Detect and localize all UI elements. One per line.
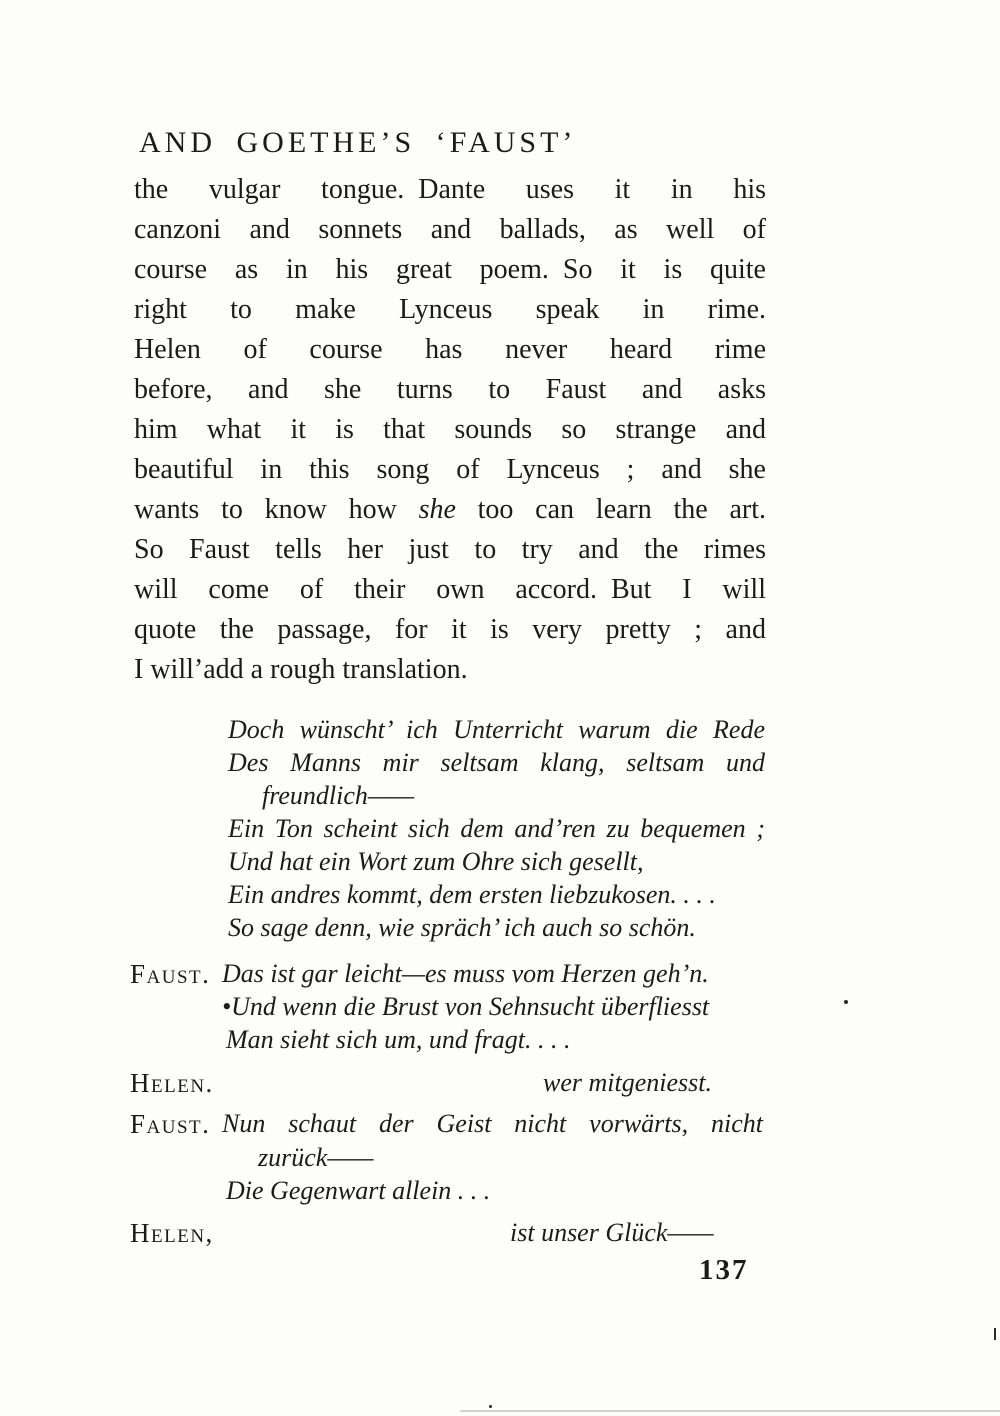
dialogue-text: •Und wenn die Brust von Sehnsucht überfliesst: [222, 992, 710, 1021]
scan-artifact-line: [460, 1410, 1000, 1412]
dialogue-line: [0, 1068, 1000, 1102]
dialogue-line: [0, 1025, 1000, 1059]
dialogue-line: [0, 1143, 1000, 1177]
running-header: AND GOETHE’S ‘FAUST’: [139, 126, 577, 159]
body-line: beautiful in this song of Lynceus ; and she: [134, 454, 766, 485]
dialogue-line: [0, 992, 1000, 1026]
body-line-italic-word: she: [418, 494, 456, 525]
verse-line: Ein Ton scheint sich dem and’ren zu bequemen ;: [228, 814, 765, 843]
dialogue-line: [0, 959, 1000, 993]
body-paragraph: [134, 170, 766, 690]
verse-line: Doch wünscht’ ich Unterricht warum die Rede: [228, 715, 765, 744]
body-line: Helen of course has never heard rime: [134, 334, 766, 365]
speaker-label-helen: Helen.: [130, 1068, 214, 1098]
body-line: [134, 490, 766, 530]
ink-speck: [994, 1328, 996, 1340]
verse-block: [228, 713, 765, 944]
body-line: I will’add a rough translation.: [134, 654, 468, 685]
body-line: right to make Lynceus speak in rime.: [134, 294, 766, 325]
speaker-label-faust: Faust.: [130, 1109, 211, 1139]
body-line: before, and she turns to Faust and asks: [134, 374, 766, 405]
speaker-label-faust: Faust.: [130, 959, 211, 989]
body-line: So Faust tells her just to try and the rimes: [134, 534, 766, 565]
dialogue-text: Das ist gar leicht—es muss vom Herzen geh’n.: [222, 959, 709, 988]
dialogue-line: [0, 1218, 1000, 1252]
dialogue-text: wer mitgeniesst.: [543, 1068, 712, 1097]
page-number: 137: [699, 1254, 749, 1286]
body-line-segment: too can learn the art.: [455, 494, 766, 525]
ink-speck: [844, 1000, 848, 1004]
dialogue-line: [0, 1176, 1000, 1210]
body-line: him what it is that sounds so strange and: [134, 414, 766, 445]
body-line: course as in his great poem. So it is quite: [134, 254, 766, 285]
dialogue-text: zurück——: [258, 1143, 374, 1172]
body-line: quote the passage, for it is very pretty ; and: [134, 614, 766, 645]
dialogue-text: Die Gegenwart allein . . .: [226, 1176, 491, 1205]
ink-speck: [489, 1405, 492, 1408]
dialogue-line: [0, 1109, 1000, 1143]
verse-line: Und hat ein Wort zum Ohre sich gesellt,: [228, 847, 644, 876]
verse-line: Ein andres kommt, dem ersten liebzukosen. . . .: [228, 880, 716, 909]
verse-line: Des Manns mir seltsam klang, seltsam und: [228, 748, 765, 777]
body-line: canzoni and sonnets and ballads, as well of: [134, 214, 766, 245]
body-line: the vulgar tongue. Dante uses it in his: [134, 174, 766, 205]
dialogue-text: Man sieht sich um, und fragt. . . .: [226, 1025, 571, 1054]
verse-line: freundlich——: [262, 781, 415, 810]
body-line: will come of their own accord. But I will: [134, 574, 766, 605]
body-line-segment: wants to know how: [134, 494, 419, 525]
dialogue-text: Nun schaut der Geist nicht vorwärts, nicht: [222, 1109, 763, 1138]
speaker-label-helen: Helen,: [130, 1218, 214, 1248]
dialogue-text: ist unser Glück——: [510, 1218, 714, 1247]
verse-line: So sage denn, wie spräch’ ich auch so schön.: [228, 913, 696, 942]
